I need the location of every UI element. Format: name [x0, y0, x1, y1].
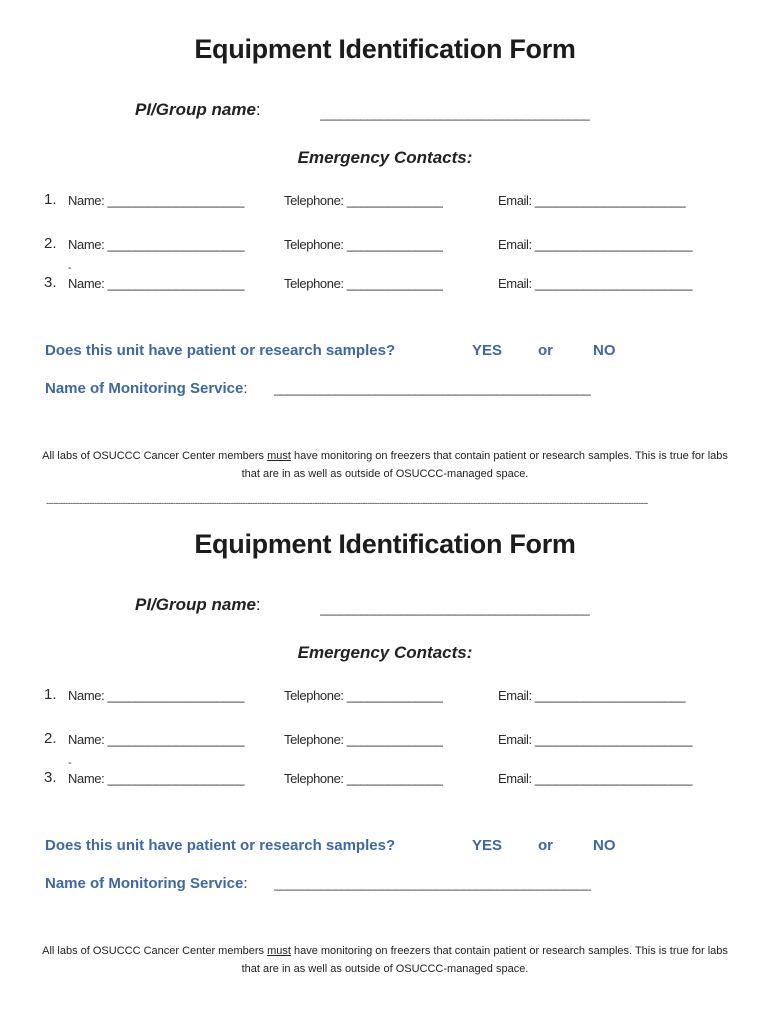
contact-email-field[interactable]: Email: ______________________ — [498, 688, 686, 703]
yes-option[interactable]: YES — [472, 837, 503, 854]
contact-name-field[interactable]: Name: ____________________ — [68, 237, 245, 252]
samples-question-row — [0, 342, 770, 364]
monitoring-service-label — [45, 380, 248, 397]
contact-row-3 — [0, 771, 770, 793]
contact-number: 1. — [44, 686, 57, 703]
contact-telephone-field[interactable]: Telephone: ______________ — [284, 732, 443, 747]
contact-name-field[interactable]: Name: ____________________ — [68, 771, 245, 786]
contact-number: 1. — [44, 191, 57, 208]
samples-question-row — [0, 837, 770, 859]
emergency-contacts-heading: Emergency Contacts: — [297, 148, 473, 167]
monitoring-notice — [40, 447, 730, 483]
contact-telephone-field[interactable]: Telephone: ______________ — [284, 193, 443, 208]
pi-group-name-label — [135, 100, 261, 120]
pi-group-name-field[interactable]: ________________________________________ — [320, 106, 590, 121]
pi-label-text: PI/Group name — [135, 100, 256, 119]
monitoring-notice — [40, 942, 730, 978]
monitoring-label-text: Name of Monitoring Service — [45, 875, 244, 892]
contact-email-field[interactable]: Email: _______________________ — [498, 732, 693, 747]
monitoring-label-colon: : — [243, 380, 248, 397]
pi-group-name-field[interactable]: ________________________________________ — [320, 601, 590, 616]
contact-number: 2. — [44, 730, 57, 747]
contact-number: 3. — [44, 274, 57, 291]
contact-telephone-field[interactable]: Telephone: ______________ — [284, 237, 443, 252]
contact-name-field[interactable]: Name: ____________________ — [68, 193, 245, 208]
contact-email-field[interactable]: Email: ______________________ — [498, 193, 686, 208]
stray-dash: - — [68, 757, 72, 769]
contact-email-field[interactable]: Email: _______________________ — [498, 771, 693, 786]
pi-label-text: PI/Group name — [135, 595, 256, 614]
monitoring-service-label — [45, 875, 248, 892]
contact-name-field[interactable]: Name: ____________________ — [68, 276, 245, 291]
notice-text-start: All labs of OSUCCC Cancer Center members — [42, 450, 268, 462]
monitoring-service-field[interactable]: _______________________________________________ — [274, 381, 591, 396]
contact-row-1 — [0, 193, 770, 215]
monitoring-service-field[interactable]: _______________________________________________ — [274, 876, 591, 891]
notice-text-end: have monitoring on freezers that contain patient or research samples. This is true for labs that are in as well as outside of OSUCCC-managed space. — [241, 450, 728, 480]
equipment-form-1 — [0, 0, 770, 495]
cut-line-separator: ----------------------------------------------------------------------------------------------------------------------------------------------------------------------------------------------------------------------------------------------------------- — [46, 498, 648, 508]
contact-row-2 — [0, 732, 770, 754]
yes-option[interactable]: YES — [472, 342, 503, 359]
monitoring-service-row — [0, 875, 770, 897]
or-text: or — [538, 837, 553, 854]
monitoring-service-row — [0, 380, 770, 402]
notice-emphasis: must — [267, 450, 291, 462]
emergency-contacts-heading: Emergency Contacts: — [297, 643, 473, 662]
form-title: Equipment Identification Form — [194, 34, 576, 64]
contact-number: 2. — [44, 235, 57, 252]
samples-question: Does this unit have patient or research samples? — [45, 342, 396, 359]
monitoring-label-text: Name of Monitoring Service — [45, 380, 244, 397]
notice-text-start: All labs of OSUCCC Cancer Center members — [42, 945, 268, 957]
equipment-form-2 — [0, 495, 770, 990]
contact-row-3 — [0, 276, 770, 298]
stray-dash: - — [68, 262, 72, 274]
contact-row-2 — [0, 237, 770, 259]
contact-name-field[interactable]: Name: ____________________ — [68, 732, 245, 747]
no-option[interactable]: NO — [593, 342, 616, 359]
samples-question: Does this unit have patient or research samples? — [45, 837, 396, 854]
pi-label-colon: : — [255, 595, 261, 614]
contact-email-field[interactable]: Email: _______________________ — [498, 237, 693, 252]
notice-emphasis: must — [267, 945, 291, 957]
pi-label-colon: : — [255, 100, 261, 119]
contact-number: 3. — [44, 769, 57, 786]
pi-group-name-label — [135, 595, 261, 615]
contact-telephone-field[interactable]: Telephone: ______________ — [284, 771, 443, 786]
form-title: Equipment Identification Form — [194, 529, 576, 559]
contact-telephone-field[interactable]: Telephone: ______________ — [284, 276, 443, 291]
contact-row-1 — [0, 688, 770, 710]
monitoring-label-colon: : — [243, 875, 248, 892]
contact-telephone-field[interactable]: Telephone: ______________ — [284, 688, 443, 703]
contact-email-field[interactable]: Email: _______________________ — [498, 276, 693, 291]
or-text: or — [538, 342, 553, 359]
contact-name-field[interactable]: Name: ____________________ — [68, 688, 245, 703]
notice-text-end: have monitoring on freezers that contain patient or research samples. This is true for labs that are in as well as outside of OSUCCC-managed space. — [241, 945, 728, 975]
no-option[interactable]: NO — [593, 837, 616, 854]
